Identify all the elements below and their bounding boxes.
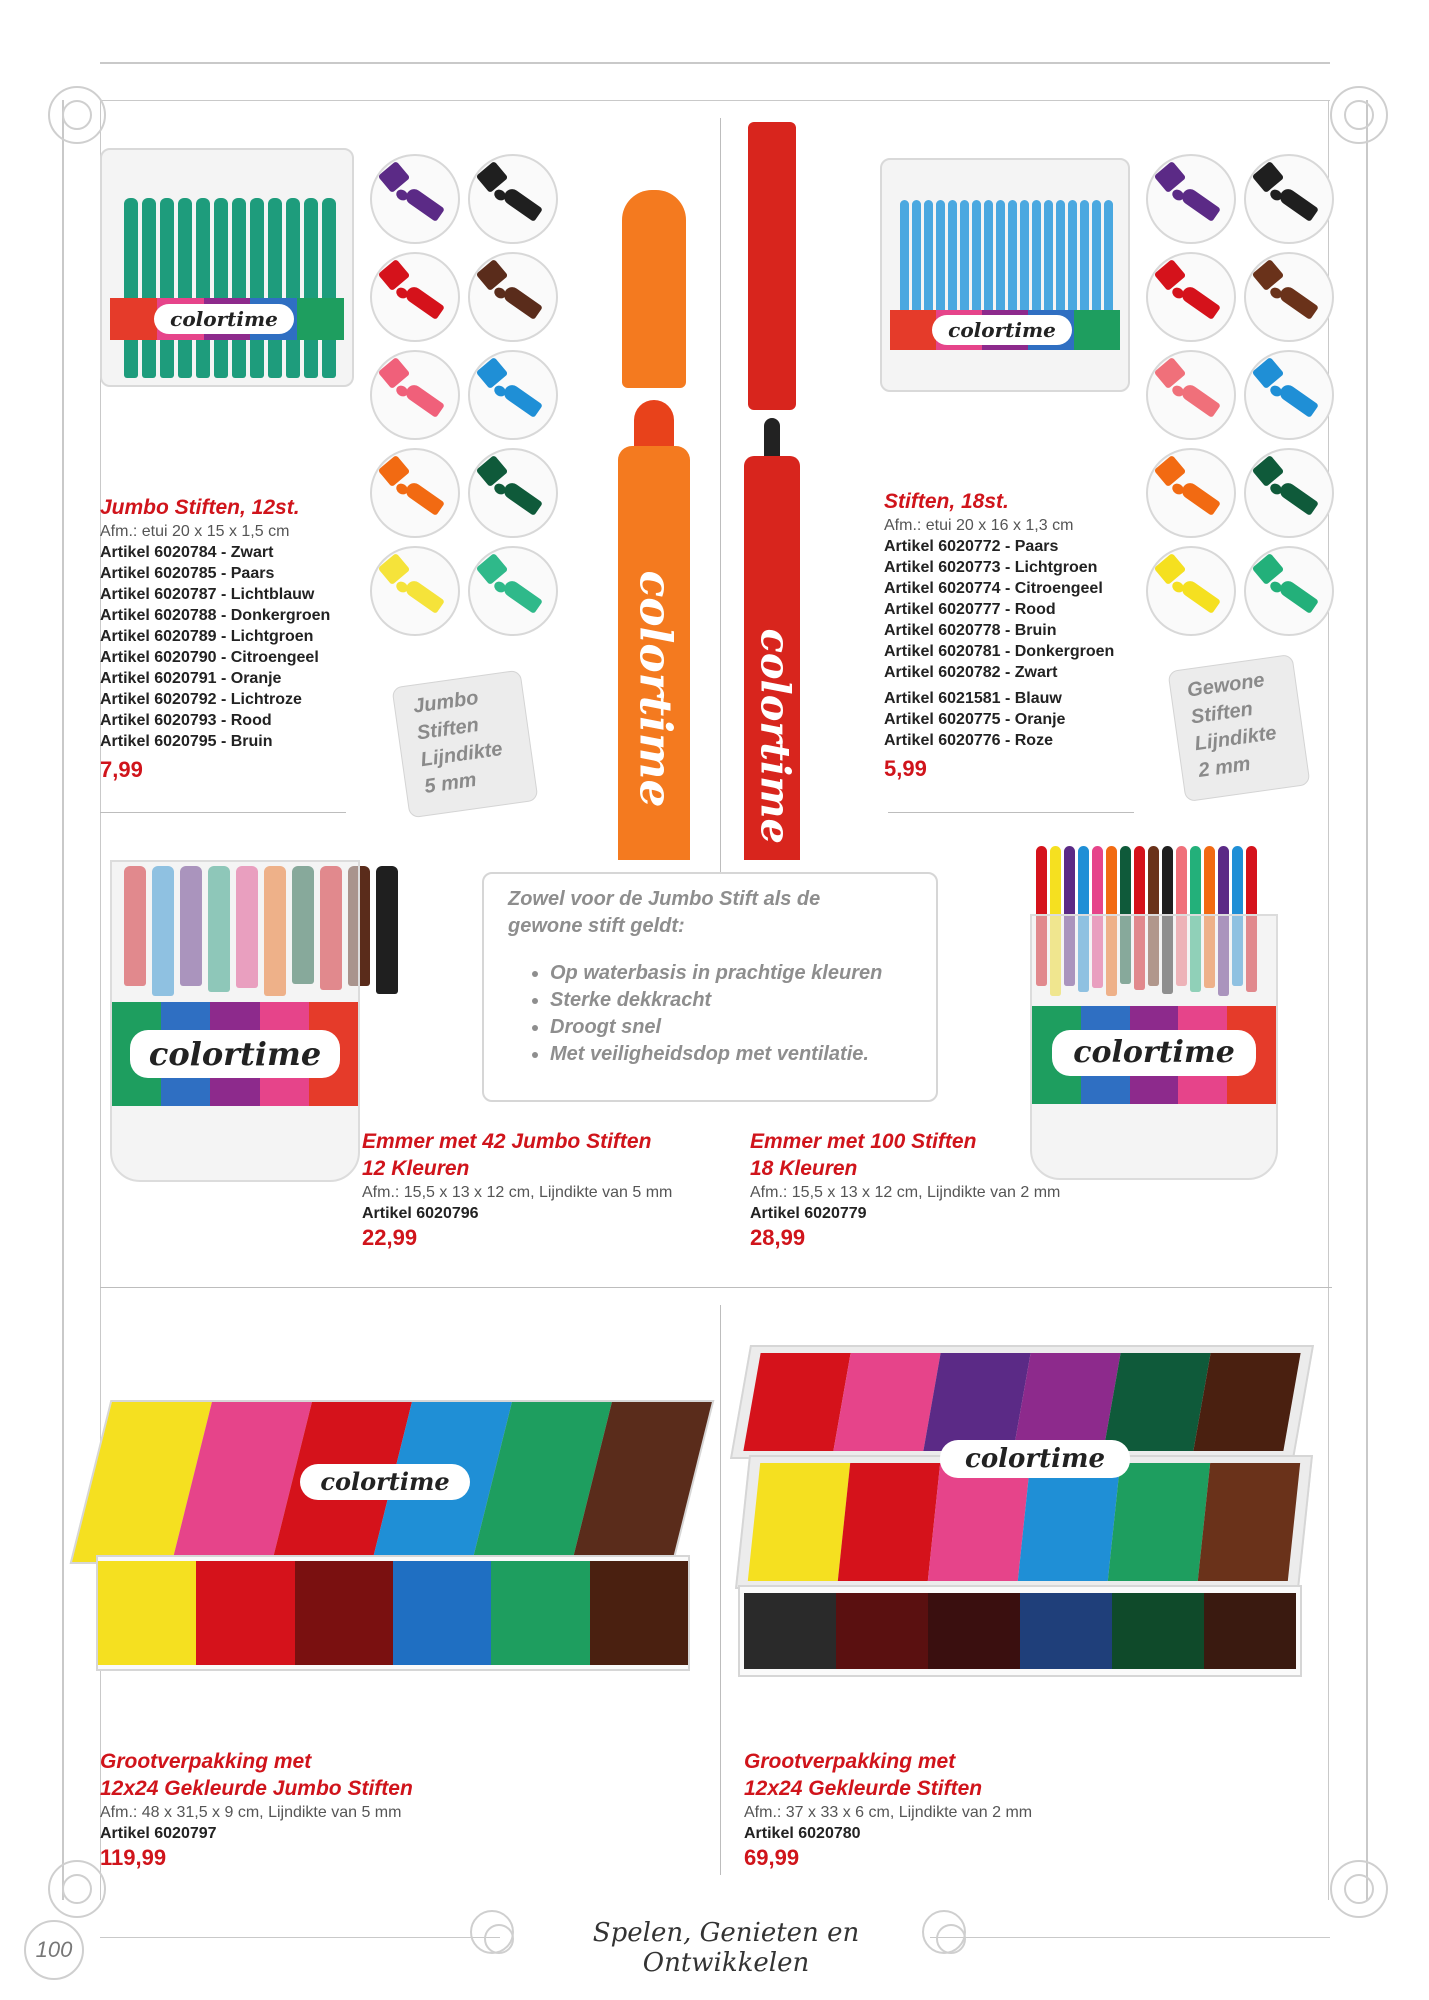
callout-line: Lijndikte: [419, 737, 504, 772]
article-item: Artikel 6020790 - Citroengeel: [100, 649, 319, 666]
color-swatch: [468, 350, 558, 440]
swatch-cap: [476, 259, 509, 291]
info-intro: Zowel voor de Jumbo Stift als de: [508, 888, 821, 910]
swatch-cap: [378, 161, 411, 193]
product-dimensions: Afm.: 15,5 x 13 x 12 cm, Lijndikte van 2 mm: [750, 1184, 1061, 1201]
corner-swirl-bottom-left-icon: [48, 1860, 106, 1918]
product-title: 12x24 Gekleurde Stiften: [744, 1777, 983, 1800]
callout-line: Jumbo: [411, 686, 480, 718]
color-swatch: [1146, 252, 1236, 342]
swatch-marker-tip: [1277, 578, 1319, 614]
red-marker-cap: [748, 122, 796, 410]
color-swatch: [1244, 252, 1334, 342]
swatch-cap: [1154, 455, 1187, 487]
crate-jumbo-front: [96, 1555, 690, 1671]
crate-jumbo-front-colors: [98, 1561, 688, 1665]
product-title: 12x24 Gekleurde Jumbo Stiften: [100, 1777, 413, 1800]
color-swatch: [1244, 546, 1334, 636]
swatch-marker-tip: [403, 578, 445, 614]
jumbo-pack-pens: [124, 198, 336, 378]
info-bullet: • Sterke dekkracht: [550, 987, 936, 1014]
swatch-cap: [1252, 455, 1285, 487]
callout-line: Gewone: [1185, 669, 1266, 702]
product-price: 28,99: [750, 1225, 806, 1250]
swatch-marker-tip: [1179, 480, 1221, 516]
callout-line: Stiften: [415, 714, 481, 745]
info-intro: gewone stift geldt:: [508, 915, 685, 937]
frame-bottom-line: [100, 1937, 500, 1938]
frame-bottom-line-right: [930, 1937, 1330, 1938]
product-title: Emmer met 42 Jumbo Stiften: [362, 1130, 652, 1153]
color-swatch: [370, 546, 460, 636]
color-swatch: [468, 448, 558, 538]
crate-stiften-pen-rows-back: [743, 1353, 1300, 1451]
jumbo-12-pack-image: [100, 148, 354, 387]
orange-marker-label: colortime: [629, 570, 681, 808]
swatch-marker-tip: [1179, 186, 1221, 222]
product-title: Grootverpakking met: [100, 1750, 312, 1773]
horizontal-divider-right-short: [888, 812, 1134, 813]
red-marker-label: colortime: [751, 628, 799, 844]
article-item: Artikel 6020775 - Oranje: [884, 711, 1066, 728]
red-marker-nib: [764, 418, 780, 458]
product-dimensions: Afm.: 48 x 31,5 x 9 cm, Lijndikte van 5 mm: [100, 1804, 402, 1821]
callout-gewone-linewidth: [1167, 654, 1310, 802]
product-price: 7,99: [100, 757, 143, 782]
swatch-cap: [378, 259, 411, 291]
product-emmer-100: [750, 1128, 1090, 1252]
swatch-cap: [476, 455, 509, 487]
product-title: Jumbo Stiften, 12st.: [100, 496, 300, 519]
color-swatch: [468, 154, 558, 244]
color-swatch: [370, 350, 460, 440]
swatch-marker-tip: [1277, 186, 1319, 222]
jumbo-pack-brand-logo: colortime: [154, 304, 294, 334]
swatch-marker-tip: [1179, 382, 1221, 418]
callout-line: 2 mm: [1197, 752, 1252, 782]
article-item: Artikel 6021581 - Blauw: [884, 690, 1062, 707]
swatch-marker-tip: [403, 186, 445, 222]
frame-right-line-inner: [1328, 100, 1329, 1900]
article-item: Artikel 6020796: [362, 1205, 479, 1222]
swatch-cap: [1252, 161, 1285, 193]
callout-line: Lijndikte: [1193, 721, 1278, 756]
swatch-marker-tip: [1277, 480, 1319, 516]
product-emmer-42: [362, 1128, 702, 1252]
bucket-42-container: [110, 860, 360, 1182]
info-box: [482, 872, 938, 1102]
article-item: Artikel 6020776 - Roze: [884, 732, 1053, 749]
crate-stiften-front: [738, 1585, 1302, 1677]
product-groot-jumbo: [100, 1748, 520, 1872]
article-item: Artikel 6020791 - Oranje: [100, 670, 282, 687]
swatch-cap: [378, 455, 411, 487]
article-item: Artikel 6020772 - Paars: [884, 538, 1059, 555]
swatch-marker-tip: [501, 480, 543, 516]
article-list: [884, 536, 1154, 751]
footer-swirl-right-icon: [922, 1910, 966, 1954]
swatch-cap: [378, 357, 411, 389]
product-price: 5,99: [884, 756, 927, 781]
product-title: 18 Kleuren: [750, 1157, 858, 1180]
vertical-divider-top: [720, 118, 721, 958]
product-jumbo-12: [100, 494, 360, 784]
corner-swirl-top-left-icon: [48, 86, 106, 144]
article-item: Artikel 6020777 - Rood: [884, 601, 1056, 618]
product-groot-stiften: [744, 1748, 1164, 1872]
frame-top-line-inner: [100, 100, 1330, 101]
article-item: Artikel 6020787 - Lichtblauw: [100, 586, 315, 603]
swatch-cap: [476, 553, 509, 585]
color-swatch: [370, 448, 460, 538]
frame-right-line: [1366, 100, 1368, 1900]
swatch-cap: [1252, 259, 1285, 291]
orange-marker-tip: [634, 400, 674, 452]
horizontal-divider-left-short: [100, 812, 346, 813]
swatch-cap: [1154, 259, 1187, 291]
footer-swirl-left-icon: [470, 1910, 514, 1954]
swatch-marker-tip: [403, 480, 445, 516]
stiften-18-pack-image: [880, 158, 1130, 392]
crate-stiften-front-colors: [744, 1593, 1296, 1669]
color-swatch: [468, 252, 558, 342]
crate-stiften-brand-logo: colortime: [940, 1440, 1130, 1478]
bucket-100-brand-logo: colortime: [1052, 1030, 1256, 1076]
swatch-cap: [1154, 357, 1187, 389]
color-swatch: [370, 154, 460, 244]
crate-stiften-pen-rows-front: [748, 1463, 1300, 1581]
color-swatch: [1244, 350, 1334, 440]
color-swatch: [468, 546, 558, 636]
article-item: Artikel 6020793 - Rood: [100, 712, 272, 729]
corner-swirl-bottom-right-icon: [1330, 1860, 1388, 1918]
crate-jumbo-brand-logo: colortime: [300, 1464, 470, 1500]
swatch-marker-tip: [1277, 284, 1319, 320]
swatch-cap: [1252, 553, 1285, 585]
product-dimensions: Afm.: etui 20 x 16 x 1,3 cm: [884, 517, 1074, 534]
product-dimensions: Afm.: 15,5 x 13 x 12 cm, Lijndikte van 5 mm: [362, 1184, 673, 1201]
orange-marker-cap: [622, 190, 686, 388]
product-dimensions: Afm.: etui 20 x 15 x 1,5 cm: [100, 523, 290, 540]
info-bullet: • Op waterbasis in prachtige kleuren: [550, 960, 936, 987]
footer-tagline: Spelen, Genieten en Ontwikkelen: [592, 1918, 860, 1978]
swatch-marker-tip: [501, 382, 543, 418]
swatch-cap: [1154, 161, 1187, 193]
corner-swirl-top-right-icon: [1330, 86, 1388, 144]
article-item: Artikel 6020792 - Lichtroze: [100, 691, 302, 708]
swatch-cap: [476, 161, 509, 193]
article-list: [100, 542, 360, 752]
article-item: Artikel 6020781 - Donkergroen: [884, 643, 1115, 660]
info-bullet-list: [508, 960, 936, 1068]
color-swatch: [1244, 448, 1334, 538]
swatch-cap: [1154, 553, 1187, 585]
swatch-marker-tip: [501, 578, 543, 614]
product-title: Stiften, 18st.: [884, 490, 1009, 513]
product-title: Grootverpakking met: [744, 1750, 956, 1773]
swatch-marker-tip: [403, 284, 445, 320]
bucket-42-brand-logo: colortime: [130, 1030, 340, 1078]
color-swatch: [1146, 350, 1236, 440]
product-price: 69,99: [744, 1845, 800, 1870]
article-item: Artikel 6020788 - Donkergroen: [100, 607, 331, 624]
product-stiften-18: [884, 488, 1154, 783]
stiften-pack-brand-logo: colortime: [932, 315, 1072, 345]
article-item: Artikel 6020773 - Lichtgroen: [884, 559, 1098, 576]
swatch-marker-tip: [501, 284, 543, 320]
frame-top-line: [100, 62, 1330, 64]
product-title: Emmer met 100 Stiften: [750, 1130, 977, 1153]
callout-line: Stiften: [1189, 698, 1255, 729]
article-item: Artikel 6020774 - Citroengeel: [884, 580, 1103, 597]
article-item: Artikel 6020785 - Paars: [100, 565, 275, 582]
callout-jumbo-linewidth: [391, 670, 538, 819]
article-item: Artikel 6020797: [100, 1825, 217, 1842]
info-bullet: • Met veiligheidsdop met ventilatie.: [550, 1041, 936, 1068]
article-item: Artikel 6020789 - Lichtgroen: [100, 628, 314, 645]
article-item: Artikel 6020782 - Zwart: [884, 664, 1058, 681]
swatch-cap: [378, 553, 411, 585]
color-swatch: [1146, 154, 1236, 244]
product-price: 22,99: [362, 1225, 418, 1250]
swatch-marker-tip: [1179, 284, 1221, 320]
color-swatch: [1244, 154, 1334, 244]
swatch-marker-tip: [1277, 382, 1319, 418]
swatch-marker-tip: [403, 382, 445, 418]
product-dimensions: Afm.: 37 x 33 x 6 cm, Lijndikte van 2 mm: [744, 1804, 1033, 1821]
swatch-marker-tip: [501, 186, 543, 222]
vertical-divider-bottom: [720, 1305, 721, 1875]
article-item: Artikel 6020779: [750, 1205, 867, 1222]
callout-line: 5 mm: [423, 768, 478, 798]
page-number: 100: [24, 1920, 84, 1980]
color-swatch: [370, 252, 460, 342]
info-bullet: • Droogt snel: [550, 1014, 936, 1041]
product-title: 12 Kleuren: [362, 1157, 470, 1180]
color-swatch: [1146, 448, 1236, 538]
swatch-cap: [1252, 357, 1285, 389]
swatch-cap: [476, 357, 509, 389]
horizontal-divider-middle: [100, 1287, 1332, 1288]
swatch-marker-tip: [1179, 578, 1221, 614]
product-price: 119,99: [100, 1845, 167, 1870]
article-item: Artikel 6020780: [744, 1825, 861, 1842]
color-swatch: [1146, 546, 1236, 636]
article-item: Artikel 6020784 - Zwart: [100, 544, 274, 561]
article-item: Artikel 6020778 - Bruin: [884, 622, 1057, 639]
frame-left-line: [62, 100, 64, 1900]
article-item: Artikel 6020795 - Bruin: [100, 733, 273, 750]
